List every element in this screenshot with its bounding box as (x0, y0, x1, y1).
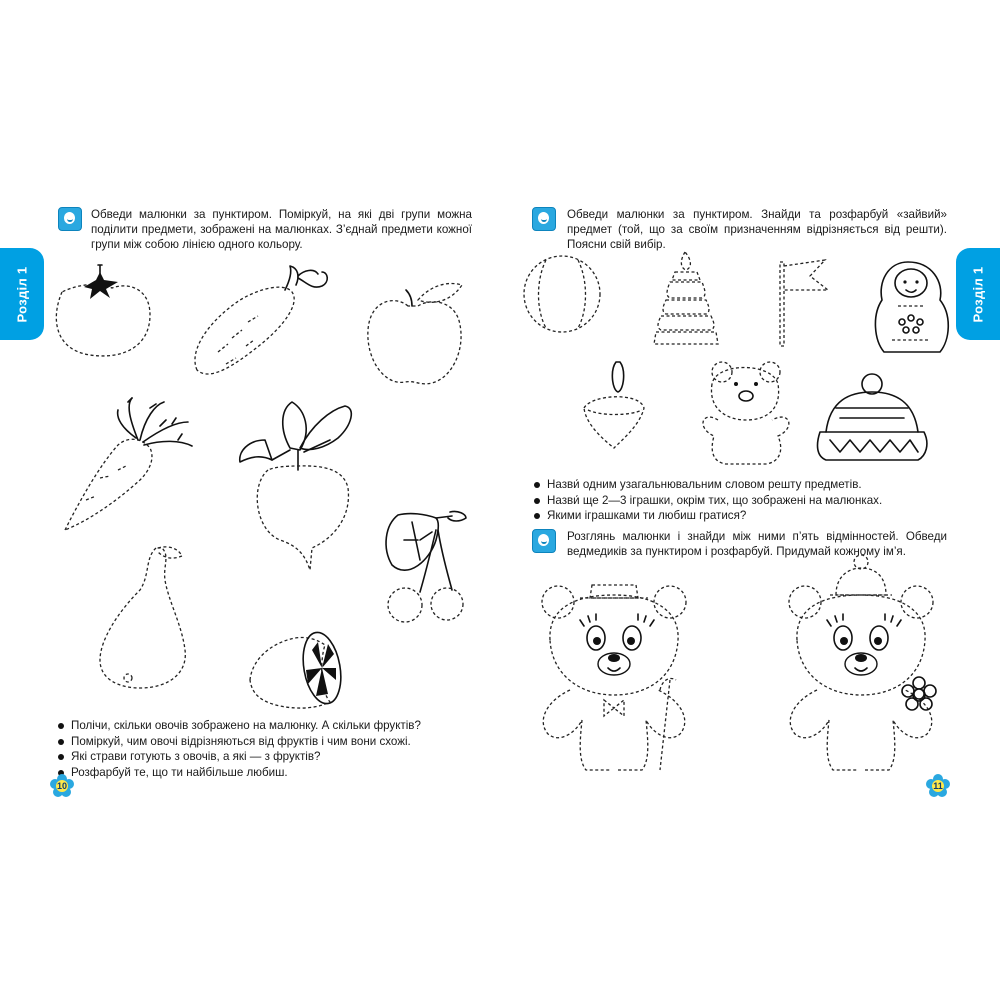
page-number-badge (926, 774, 950, 798)
task-instruction: Розглянь малюнки і знайди між ними п’ять відмінностей. Обведи ведмедиків за пунктиром і розфарбуй. Придумай кожному ім’я. (567, 530, 947, 558)
question-item: Назви́ ще 2—3 іграшки, окрім тих, що зображені на малюнках. (534, 493, 954, 509)
question-item: Які страви готують з овочів, а які — з фруктів? (58, 749, 478, 765)
page-number: 11 (933, 781, 943, 791)
cherries-drawing (386, 511, 466, 622)
cucumber-drawing (195, 266, 327, 374)
page-number: 10 (56, 781, 67, 791)
question-item: Полічи, скільки овочів зображено на малюнку. А скільки фруктів? (58, 718, 478, 734)
right-page (500, 0, 1000, 1000)
carrot-drawing (65, 398, 192, 530)
bear-with-flower-drawing (789, 555, 936, 770)
question-item: Назви́ одним узагальнювальним словом решту предметів. (534, 477, 954, 493)
lemon-drawing (250, 629, 346, 708)
questions-list (58, 718, 478, 780)
task-instruction: Обведи малюнки за пунктиром. Знайди та розфарбуй «зайвий» предмет (той, що за своїм призначенням відрізняється від решти). Поясни свій вибір. (567, 208, 947, 251)
page-number-badge (50, 774, 74, 798)
tomato-drawing (56, 265, 150, 356)
bears-illustrations (500, 0, 1000, 1000)
bear-with-cane-drawing (542, 585, 686, 770)
beet-drawing (240, 402, 352, 570)
section-tab-label: Розділ 1 (14, 266, 30, 322)
section-tab-label: Розділ 1 (970, 266, 986, 322)
question-item: Поміркуй, чим овочі відрізняються від фруктів і чим вони схожі. (58, 734, 478, 750)
pear-drawing (100, 547, 185, 688)
task-instruction: Обведи малюнки за пунктиром. Поміркуй, на які дві групи можна поділити предмети, зображені на малюнках. З’єднай предмети кожної групи між собою лінією одного кольору. (91, 208, 472, 251)
question-item: Якими іграшками ти любиш гратися? (534, 508, 954, 524)
question-item: Розфарбуй те, що ти найбільше любиш. (58, 765, 478, 781)
apple-drawing (368, 283, 462, 383)
